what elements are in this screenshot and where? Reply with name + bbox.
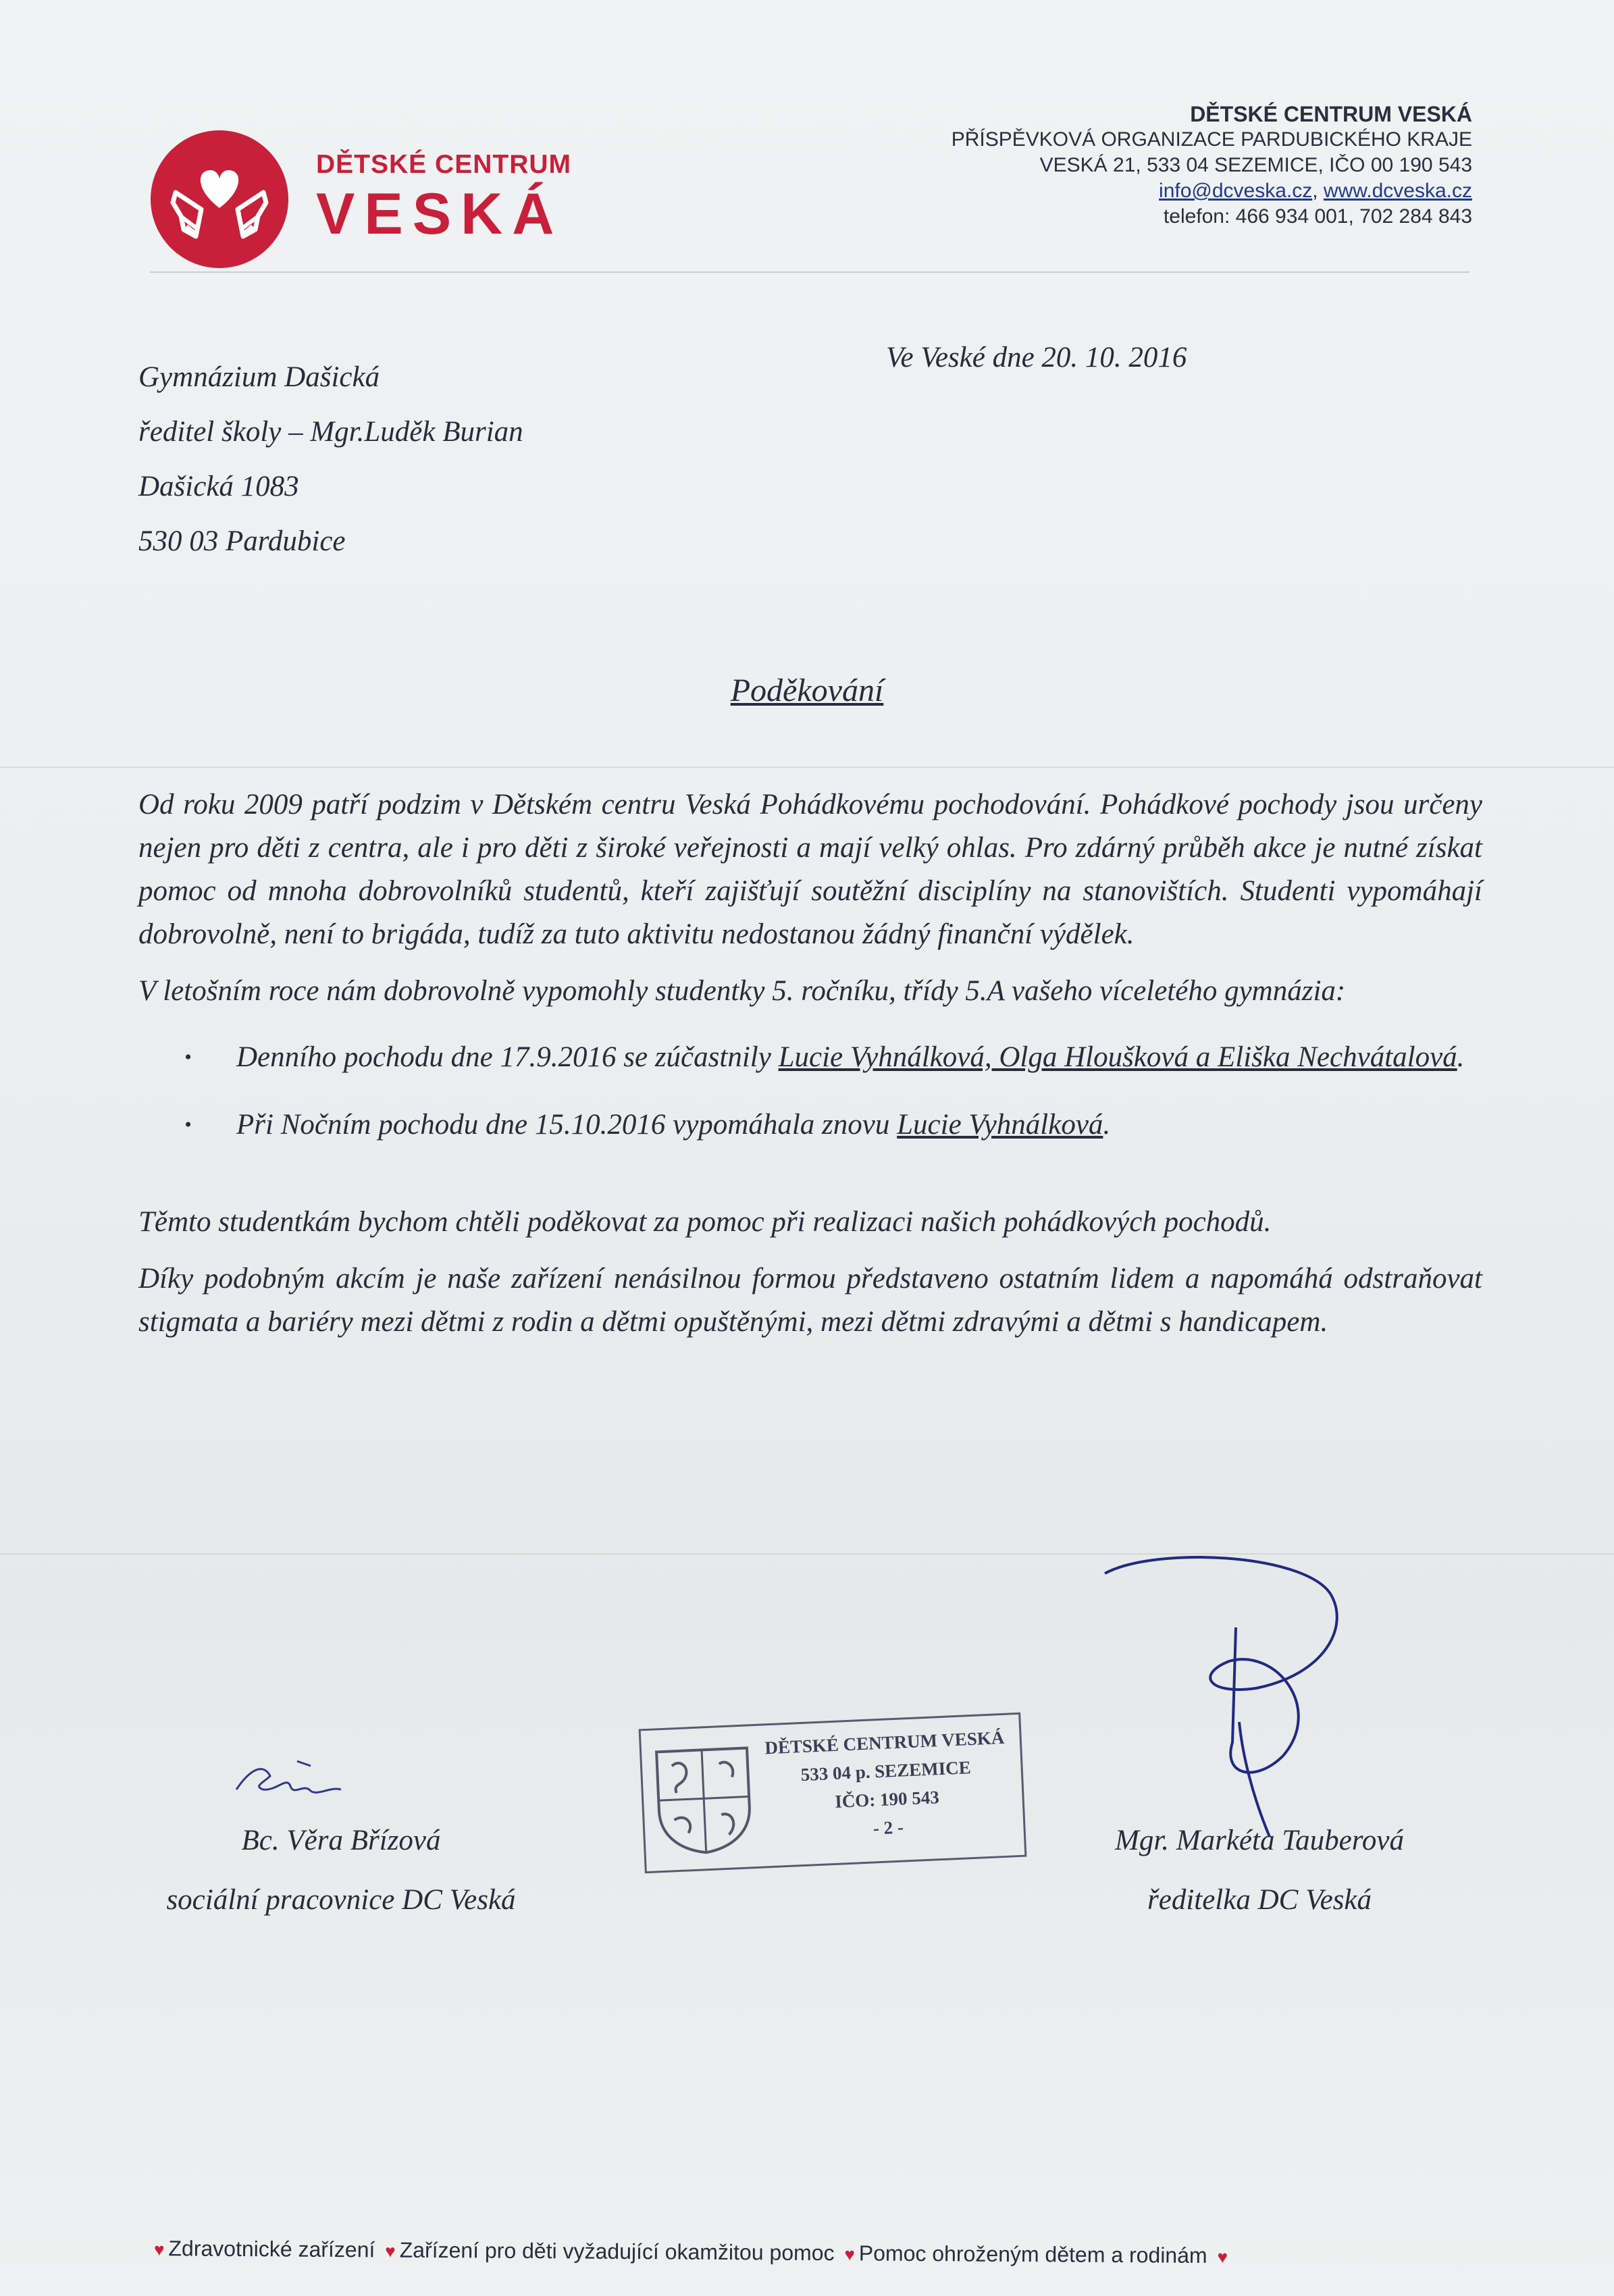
stamp-line-1: DĚTSKÉ CENTRUM VESKÁ [764, 1727, 1005, 1758]
paragraph-2: V letošním roce nám dobrovolně vypomohly studentky 5. ročníku, třídy 5.A vašeho víceletého gymnázia: [138, 975, 1346, 1007]
footer-item: Pomoc ohroženým dětem a rodinám [858, 2241, 1207, 2268]
stamp-line-4: - 2 - [873, 1817, 904, 1839]
email-link[interactable]: info@dcveska.cz [1159, 180, 1313, 202]
list-item-text: Při Nočním pochodu dne 15.10.2016 vypomáhala znovu [236, 1109, 897, 1141]
org-line-2: VESKÁ 21, 533 04 SEZEMICE, IČO 00 190 543 [1039, 154, 1472, 176]
letter-body [138, 783, 1482, 1357]
signer-right-name: Mgr. Markéta Tauberová [1115, 1825, 1404, 1856]
student-names: Lucie Vyhnálková, Olga Hloušková a Eliška Nechvátalová [778, 1041, 1457, 1073]
signature-left-scribble [223, 1749, 358, 1817]
coat-of-arms-icon [651, 1742, 757, 1858]
heart-icon: ♥ [153, 2239, 165, 2260]
org-contacts: info@dcveska.cz, www.dcveska.cz [1159, 180, 1472, 202]
logo-wordmark [316, 150, 572, 246]
footer-item: Zdravotnické zařízení [168, 2236, 375, 2262]
paper-fold-line [0, 766, 1614, 768]
letter-date: Ve Veské dne 20. 10. 2016 [886, 342, 1187, 373]
paragraph-4: Díky podobným akcím je naše zařízení nenásilnou formou představeno ostatním lidem a napomáhá odstraňovat stigmata a bariéry mezi dětmi z rodin a dětmi opuštěnými, mezi dětmi zdravými a dětmi s handicapem. [138, 1263, 1482, 1338]
stamp-line-3: IČO: 190 543 [834, 1787, 940, 1812]
signature-right-scribble [1101, 1553, 1398, 1850]
list-item-text: Denního pochodu dne 17.9.2016 se zúčastnily [236, 1041, 779, 1073]
list-item [138, 1103, 1482, 1147]
stamp-line-2: 533 04 p. SEZEMICE [800, 1757, 972, 1785]
heart-icon: ♥ [1217, 2247, 1228, 2268]
org-name: DĚTSKÉ CENTRUM VESKÁ [1190, 102, 1472, 126]
signer-left-role: sociální pracovnice DC Veská [166, 1884, 516, 1916]
official-stamp [639, 1713, 1027, 1873]
heart-icon: ♥ [385, 2241, 396, 2262]
hands-heart-logo-icon [149, 128, 290, 270]
student-names: Lucie Vyhnálková [897, 1109, 1103, 1141]
logo-line-2: VESKÁ [316, 182, 564, 246]
signature-right [1070, 1811, 1449, 1930]
recipient-line-4: 530 03 Pardubice [138, 525, 346, 557]
signer-right-role: ředitelka DC Veská [1147, 1884, 1372, 1916]
paragraph-3: Těmto studentkám bychom chtěli poděkovat za pomoc při realizaci našich pohádkových pochodů. [138, 1206, 1272, 1238]
footer-item: Zařízení pro děti vyžadující okamžitou pomoc [399, 2237, 835, 2266]
recipient-line-1: Gymnázium Dašická [138, 361, 380, 393]
list-item-suffix: . [1103, 1109, 1111, 1141]
footer-taglines [150, 2236, 1494, 2270]
logo-line-1: DĚTSKÉ CENTRUM [316, 150, 572, 179]
signature-left [132, 1811, 550, 1930]
recipient-line-3: Dašická 1083 [138, 471, 299, 502]
heart-icon: ♥ [844, 2244, 855, 2265]
list-item-suffix: . [1457, 1041, 1465, 1073]
stamp-text [756, 1723, 1017, 1847]
org-phone: telefon: 466 934 001, 702 284 843 [1163, 205, 1472, 228]
letter-title: Poděkování [730, 673, 884, 708]
organization-header [952, 101, 1472, 230]
signer-left-name: Bc. Věra Břízová [241, 1825, 441, 1856]
list-item [138, 1036, 1482, 1079]
org-line-1: PŘÍSPĚVKOVÁ ORGANIZACE PARDUBICKÉHO KRAJE [951, 128, 1472, 151]
web-link[interactable]: www.dcveska.cz [1323, 180, 1472, 202]
volunteer-list [138, 1036, 1482, 1147]
header-divider [150, 271, 1469, 273]
recipient-line-2: ředitel školy – Mgr.Luděk Burian [138, 416, 523, 448]
paragraph-1: Od roku 2009 patří podzim v Dětském centru Veská Pohádkovému pochodování. Pohádkové pochody jsou určeny nejen pro děti z centra, ale i pro děti z široké veřejnosti a mají velký ohlas. Pro zdárný průběh akce je nutné získat pomoc od mnoha dobrovolníků studentů, kteří zajišťují soutěžní disciplíny na stanovištích. Studenti vypomáhají dobrovolně, není to brigáda, tudíž za tuto aktivitu nedostanou žádný finanční výdělek. [138, 789, 1482, 950]
recipient-address [138, 350, 523, 569]
